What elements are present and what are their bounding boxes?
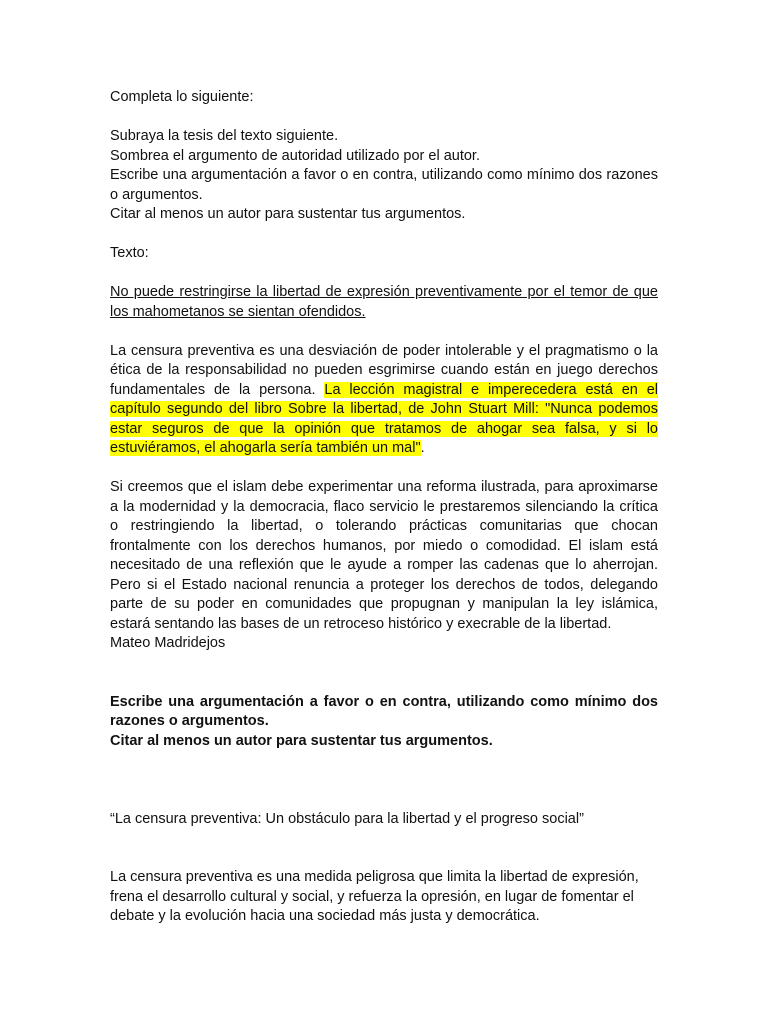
essay-title: “La censura preventiva: Un obstáculo para la libertad y el progreso social”	[110, 810, 584, 827]
spacer	[110, 751, 658, 771]
text-paragraph-1	[110, 342, 658, 459]
thesis-underlined: No puede restringirse la libertad de expresión preventivamente por el temor de que los mahometanos se sientan ofendidos.	[110, 284, 658, 320]
paragraph-end: .	[420, 440, 425, 456]
spacer	[110, 673, 658, 693]
text-paragraph-2: Si creemos que el islam debe experimentar una reforma ilustrada, para aproximarse a la modernidad y la democracia, flaco servicio le prestaremos silenciando la crítica o restringiendo la libertad, o tolerando prácticas comunitarias que chocan frontalmente con los derechos humanos, por miedo o comodidad. El islam está necesitado de una reflexión que le ayude a romper las cadenas que lo aherrojan. Pero si el Estado nacional renuncia a proteger los derechos de todos, delegando parte de su poder en comunidades que propugnan y manipulan la ley islámica, estará sentando las bases de un retroceso histórico y execrable de la libertad.	[110, 479, 658, 632]
document-page	[110, 88, 658, 927]
authority-argument-highlight: La lección magistral e imperecedera está en el capítulo segundo del libro Sobre la libertad, de John Stuart Mill: "Nunca podemos estar seguros de que la opinión que tratamos de ahogar sea falsa, y si lo estuviéramos, el ahogarla sería también un mal"	[110, 381, 659, 456]
task-line: Escribe una argumentación a favor o en contra, utilizando como mínimo dos razones o argumentos.	[110, 693, 658, 729]
spacer	[110, 459, 658, 479]
spacer	[110, 225, 658, 245]
spacer	[110, 829, 658, 849]
intro-heading: Completa lo siguiente:	[110, 89, 254, 105]
paragraph-text: La censura preventiva es una desviación de poder intolerable y el pragmatismo o la ética de la responsabilidad no pueden esgrimirse cuando están en juego derechos fundamentales de la persona.	[110, 342, 658, 398]
text-author: Mateo Madridejos	[110, 635, 226, 651]
essay-paragraph: La censura preventiva es una medida peligrosa que limita la libertad de expresión, frena el desarrollo cultural y social, y refuerza la opresión, en lugar de fomentar el debate y la evolución hacia una sociedad más justa y democrática.	[110, 869, 639, 924]
spacer	[110, 771, 658, 791]
text-label: Texto:	[110, 245, 149, 261]
instruction-item: Subraya la tesis del texto siguiente.	[110, 128, 339, 144]
task-line: Citar al menos un autor para sustentar tus argumentos.	[110, 732, 493, 749]
spacer	[110, 108, 658, 128]
spacer	[110, 264, 658, 284]
spacer	[110, 654, 658, 674]
spacer	[110, 790, 658, 810]
spacer	[110, 849, 658, 869]
instruction-item: Escribe una argumentación a favor o en contra, utilizando como mínimo dos razones o argumentos.	[110, 167, 658, 203]
instruction-item: Sombrea el argumento de autoridad utilizado por el autor.	[110, 147, 480, 164]
spacer	[110, 322, 658, 342]
instruction-item: Citar al menos un autor para sustentar tus argumentos.	[110, 206, 466, 222]
